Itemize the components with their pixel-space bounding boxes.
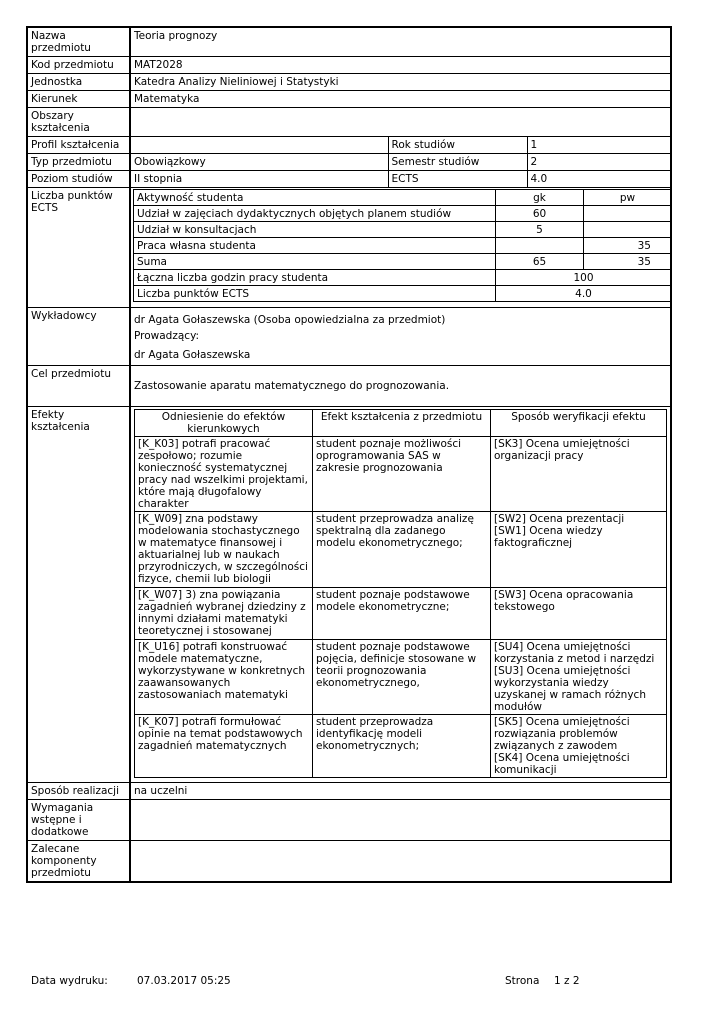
outcomes-header-row bbox=[135, 410, 667, 437]
outcome-row bbox=[135, 588, 667, 640]
page-number: 1 z 2 bbox=[554, 975, 580, 987]
row-sposob bbox=[27, 783, 671, 800]
outcome-reference: [K_U16] potrafi konstruować modele matematyczne, wykorzystywane w konkretnych zaawansowanych zastosowaniach matematyki bbox=[135, 640, 313, 715]
outcome-row bbox=[135, 512, 667, 588]
label-jednostka: Jednostka bbox=[27, 74, 130, 91]
value-kierunek: Matematyka bbox=[130, 91, 671, 108]
instructors-label: Prowadzący: bbox=[134, 330, 200, 342]
ects-cell bbox=[130, 188, 671, 308]
outcome-effect: student poznaje podstawowe modele ekonometryczne; bbox=[313, 588, 491, 640]
print-date: 07.03.2017 05:25 bbox=[137, 975, 231, 987]
label-kierunek: Kierunek bbox=[27, 91, 130, 108]
outcome-effect: student poznaje możliwości oprogramowania SAS w zakresie prognozowania bbox=[313, 437, 491, 512]
label-wykladowcy: Wykładowcy bbox=[27, 308, 130, 366]
row-wykladowcy bbox=[27, 308, 671, 366]
label-semestr: Semestr studiów bbox=[388, 154, 527, 171]
ects-item-name: Udział w konsultacjach bbox=[134, 222, 496, 238]
row-ects-points bbox=[27, 188, 671, 308]
value-nazwa: Teoria prognozy bbox=[130, 27, 671, 57]
verification-method: [SK4] Ocena umiejętności komunikacji bbox=[494, 752, 630, 776]
label-efekty: Efekty kształcenia bbox=[27, 407, 130, 783]
ects-total-points-row bbox=[134, 286, 672, 302]
row-typ bbox=[27, 154, 671, 171]
value-obszary bbox=[130, 108, 671, 137]
ects-row bbox=[134, 206, 672, 222]
ects-item-gk bbox=[496, 238, 584, 254]
outcome-verification bbox=[491, 588, 667, 640]
ects-header-gk: gk bbox=[496, 190, 584, 206]
value-jednostka: Katedra Analizy Nieliniowej i Statystyki bbox=[130, 74, 671, 91]
outcome-verification bbox=[491, 715, 667, 778]
ects-item-name: Praca własna studenta bbox=[134, 238, 496, 254]
verification-method: [SK3] Ocena umiejętności organizacji pracy bbox=[494, 438, 630, 462]
ects-item-pw: 35 bbox=[584, 238, 672, 254]
lecturer-responsible: dr Agata Gołaszewska (Osoba opowiedzialna za przedmiot) bbox=[134, 314, 446, 326]
header-verification: Sposób weryfikacji efektu bbox=[491, 410, 667, 437]
value-ects: 4.0 bbox=[527, 171, 671, 188]
row-nazwa bbox=[27, 27, 671, 57]
verification-method: [SK5] Ocena umiejętności rozwiązania problemów związanych z zawodem bbox=[494, 716, 630, 752]
ects-total-hours-value: 100 bbox=[496, 270, 672, 286]
verification-method: [SU3] Ocena umiejętności wykorzystania wiedzy uzyskanej w ramach różnych modułów bbox=[494, 665, 646, 713]
value-kod: MAT2028 bbox=[130, 57, 671, 74]
label-obszary: Obszary kształcenia bbox=[27, 108, 130, 137]
outcome-effect: student przeprowadza identyfikację modeli ekonometrycznych; bbox=[313, 715, 491, 778]
label-poziom: Poziom studiów bbox=[27, 171, 130, 188]
outcome-row bbox=[135, 437, 667, 512]
label-ects-points: Liczba punktów ECTS bbox=[27, 188, 130, 308]
label-typ: Typ przedmiotu bbox=[27, 154, 130, 171]
ects-table bbox=[133, 189, 672, 302]
outcome-effect: student poznaje podstawowe pojęcia, definicje stosowane w teorii prognozowania ekonometrycznego, bbox=[313, 640, 491, 715]
learning-outcomes-table bbox=[134, 409, 667, 778]
verification-method: [SU4] Ocena umiejętności korzystania z metod i narzędzi bbox=[494, 641, 655, 665]
header-reference: Odniesienie do efektów kierunkowych bbox=[135, 410, 313, 437]
row-wymagania bbox=[27, 800, 671, 841]
value-semestr: 2 bbox=[527, 154, 671, 171]
efekty-cell bbox=[130, 407, 671, 783]
header-effect: Efekt kształcenia z przedmiotu bbox=[313, 410, 491, 437]
label-zalecane: Zalecane komponenty przedmiotu bbox=[27, 841, 130, 883]
ects-row bbox=[134, 238, 672, 254]
ects-item-name: Suma bbox=[134, 254, 496, 270]
value-typ: Obowiązkowy bbox=[130, 154, 388, 171]
row-kierunek bbox=[27, 91, 671, 108]
value-profil bbox=[130, 137, 388, 154]
row-profil bbox=[27, 137, 671, 154]
ects-row bbox=[134, 222, 672, 238]
outcome-row bbox=[135, 715, 667, 778]
value-poziom: II stopnia bbox=[130, 171, 388, 188]
row-poziom bbox=[27, 171, 671, 188]
row-kod bbox=[27, 57, 671, 74]
ects-total-points-value: 4.0 bbox=[496, 286, 672, 302]
value-sposob: na uczelni bbox=[130, 783, 671, 800]
label-wymagania: Wymagania wstępne i dodatkowe bbox=[27, 800, 130, 841]
ects-row bbox=[134, 254, 672, 270]
ects-total-hours-name: Łączna liczba godzin pracy studenta bbox=[134, 270, 496, 286]
syllabus-table bbox=[26, 26, 672, 883]
verification-method: [SW2] Ocena prezentacji bbox=[494, 513, 625, 525]
ects-item-pw bbox=[584, 206, 672, 222]
row-efekty bbox=[27, 407, 671, 783]
row-obszary bbox=[27, 108, 671, 137]
ects-item-pw: 35 bbox=[584, 254, 672, 270]
value-wykladowcy bbox=[130, 308, 671, 366]
value-rok: 1 bbox=[527, 137, 671, 154]
verification-method: [SW1] Ocena wiedzy faktograficznej bbox=[494, 525, 603, 549]
ects-total-points-name: Liczba punktów ECTS bbox=[134, 286, 496, 302]
label-profil: Profil kształcenia bbox=[27, 137, 130, 154]
label-kod: Kod przedmiotu bbox=[27, 57, 130, 74]
label-nazwa: Nazwa przedmiotu bbox=[27, 27, 130, 57]
page-footer bbox=[31, 975, 651, 989]
instructor-name: dr Agata Gołaszewska bbox=[134, 349, 251, 361]
page-label: Strona bbox=[505, 975, 540, 987]
value-cel: Zastosowanie aparatu matematycznego do prognozowania. bbox=[130, 366, 671, 407]
verification-method: [SW3] Ocena opracowania tekstowego bbox=[494, 589, 634, 613]
label-ects: ECTS bbox=[388, 171, 527, 188]
label-cel: Cel przedmiotu bbox=[27, 366, 130, 407]
outcome-reference: [K_K03] potrafi pracować zespołowo; rozumie konieczność systematycznej pracy nad wszelkimi projektami, które mają długofalowy charakter bbox=[135, 437, 313, 512]
outcome-effect: student przeprowadza analizę spektralną dla zadanego modelu ekonometrycznego; bbox=[313, 512, 491, 588]
row-jednostka bbox=[27, 74, 671, 91]
outcome-reference: [K_K07] potrafi formułować opinie na temat podstawowych zagadnień matematycznych bbox=[135, 715, 313, 778]
ects-item-gk: 65 bbox=[496, 254, 584, 270]
ects-total-hours-row bbox=[134, 270, 672, 286]
print-date-label: Data wydruku: bbox=[31, 975, 108, 987]
outcome-row bbox=[135, 640, 667, 715]
ects-item-name: Udział w zajęciach dydaktycznych objętych planem studiów bbox=[134, 206, 496, 222]
ects-item-gk: 60 bbox=[496, 206, 584, 222]
outcome-verification bbox=[491, 512, 667, 588]
outcome-verification bbox=[491, 640, 667, 715]
outcome-reference: [K_W09] zna podstawy modelowania stochastycznego w matematyce finansowej i aktuarialnej lub w naukach przyrodniczych, w szczególności fizyce, chemii lub biologii bbox=[135, 512, 313, 588]
ects-header-name: Aktywność studenta bbox=[134, 190, 496, 206]
ects-header-pw: pw bbox=[584, 190, 672, 206]
outcome-reference: [K_W07] 3) zna powiązania zagadnień wybranej dziedziny z innymi działami matematyki teoretycznej i stosowanej bbox=[135, 588, 313, 640]
label-sposob: Sposób realizacji bbox=[27, 783, 130, 800]
ects-item-pw bbox=[584, 222, 672, 238]
label-rok: Rok studiów bbox=[388, 137, 527, 154]
ects-header-row bbox=[134, 190, 672, 206]
outcome-verification bbox=[491, 437, 667, 512]
ects-item-gk: 5 bbox=[496, 222, 584, 238]
course-syllabus bbox=[26, 26, 670, 883]
value-wymagania bbox=[130, 800, 671, 841]
row-zalecane bbox=[27, 841, 671, 883]
value-zalecane bbox=[130, 841, 671, 883]
row-cel bbox=[27, 366, 671, 407]
